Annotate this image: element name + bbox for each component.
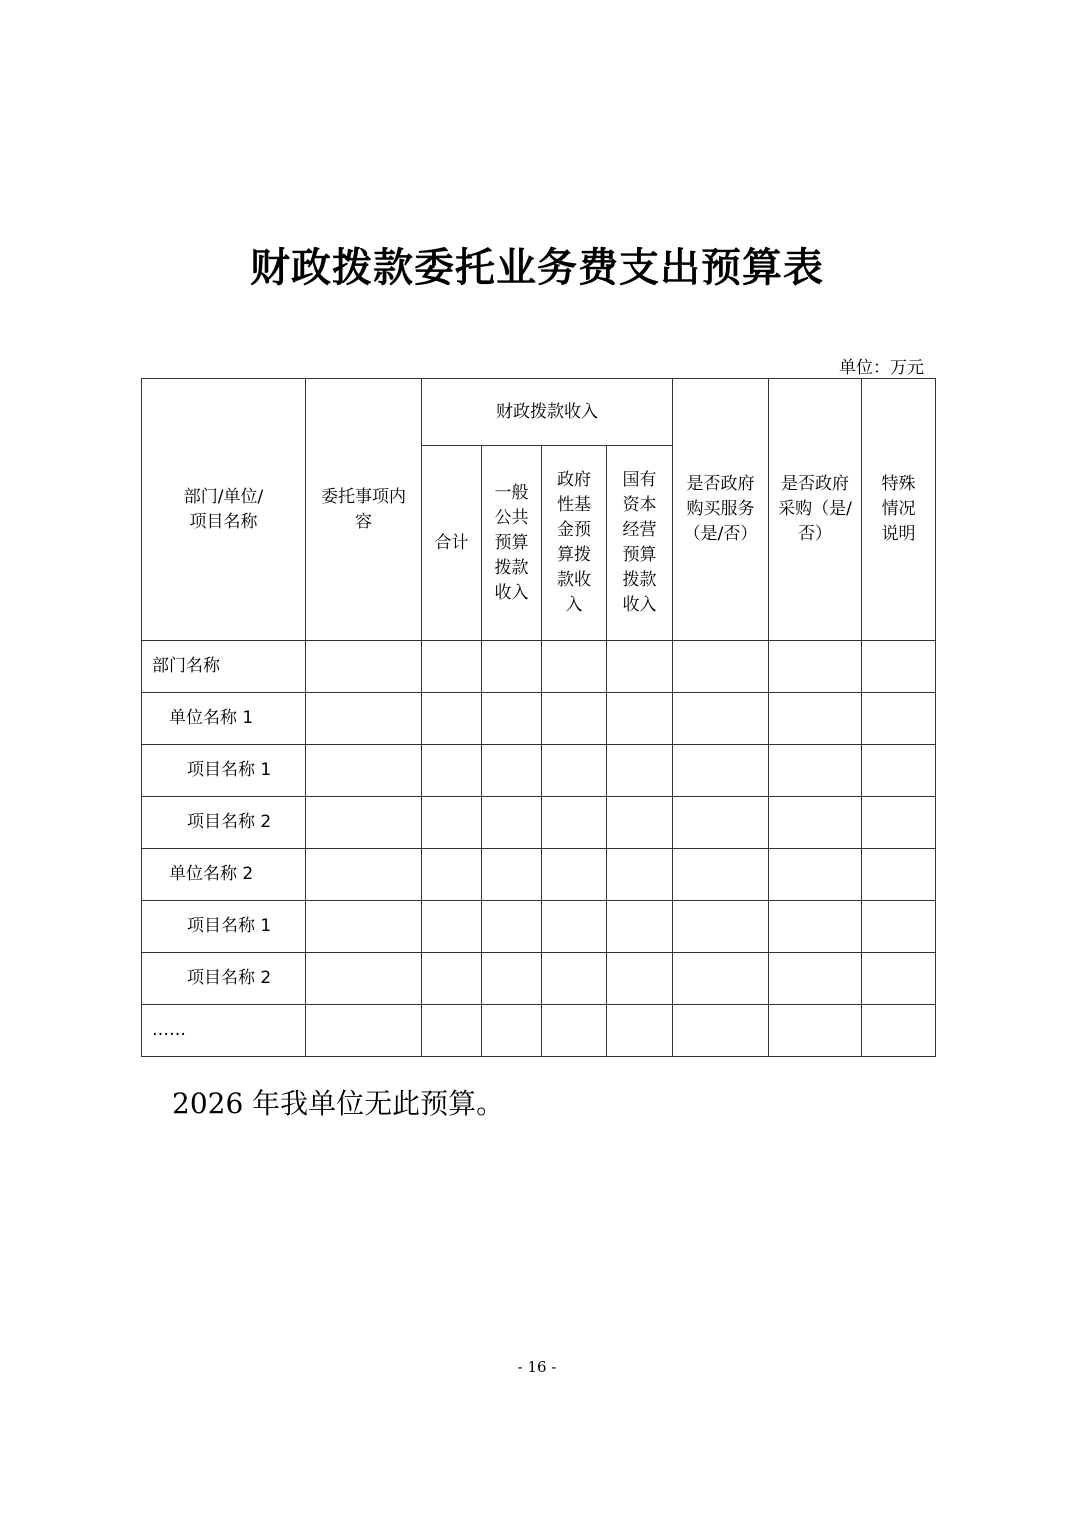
empty-cell	[422, 953, 482, 1005]
row-name: 项目名称 1	[142, 745, 306, 797]
empty-cell	[673, 797, 769, 849]
empty-cell	[607, 849, 673, 901]
header-row-1	[142, 379, 936, 446]
empty-cell	[862, 849, 936, 901]
empty-cell	[769, 641, 862, 693]
empty-cell	[673, 953, 769, 1005]
no-budget-note: 2026 年我单位无此预算。	[172, 1087, 505, 1120]
empty-cell	[542, 953, 607, 1005]
empty-cell	[607, 797, 673, 849]
empty-cell	[422, 901, 482, 953]
empty-cell	[542, 849, 607, 901]
empty-cell	[542, 693, 607, 745]
row-name: 项目名称 1	[142, 901, 306, 953]
header-general-budget: 一般 公共 预算 拨款 收入	[482, 446, 542, 641]
table-row	[142, 693, 936, 745]
empty-cell	[542, 797, 607, 849]
empty-cell	[422, 849, 482, 901]
header-dept: 部门/单位/ 项目名称	[142, 379, 306, 641]
empty-cell	[769, 953, 862, 1005]
row-name: ……	[142, 1005, 306, 1057]
empty-cell	[607, 641, 673, 693]
empty-cell	[607, 953, 673, 1005]
empty-cell	[673, 1005, 769, 1057]
empty-cell	[769, 797, 862, 849]
row-name: 单位名称 1	[142, 693, 306, 745]
table-row	[142, 1005, 936, 1057]
empty-cell	[422, 693, 482, 745]
empty-cell	[422, 641, 482, 693]
table-row	[142, 797, 936, 849]
empty-cell	[542, 641, 607, 693]
empty-cell	[607, 745, 673, 797]
empty-cell	[482, 953, 542, 1005]
empty-cell	[482, 849, 542, 901]
table-row	[142, 849, 936, 901]
empty-cell	[306, 901, 422, 953]
empty-cell	[482, 797, 542, 849]
header-fund-budget: 政府 性基 金预 算拨 款收 入	[542, 446, 607, 641]
empty-cell	[769, 693, 862, 745]
empty-cell	[542, 745, 607, 797]
empty-cell	[862, 693, 936, 745]
empty-cell	[607, 693, 673, 745]
empty-cell	[482, 745, 542, 797]
table-row	[142, 901, 936, 953]
table-body	[142, 641, 936, 1057]
row-name: 单位名称 2	[142, 849, 306, 901]
header-content: 委托事项内 容	[306, 379, 422, 641]
row-name: 项目名称 2	[142, 953, 306, 1005]
empty-cell	[862, 953, 936, 1005]
empty-cell	[306, 693, 422, 745]
empty-cell	[306, 745, 422, 797]
empty-cell	[482, 901, 542, 953]
table-row	[142, 641, 936, 693]
empty-cell	[769, 901, 862, 953]
empty-cell	[673, 693, 769, 745]
empty-cell	[862, 745, 936, 797]
empty-cell	[862, 797, 936, 849]
header-gov-purchase-service: 是否政府 购买服务 （是/否）	[673, 379, 769, 641]
empty-cell	[862, 1005, 936, 1057]
empty-cell	[769, 849, 862, 901]
empty-cell	[306, 849, 422, 901]
table-row	[142, 953, 936, 1005]
budget-table	[141, 378, 936, 1057]
empty-cell	[673, 641, 769, 693]
page-number: - 16 -	[517, 1358, 557, 1376]
page-title: 财政拨款委托业务费支出预算表	[250, 244, 824, 291]
empty-cell	[542, 1005, 607, 1057]
empty-cell	[862, 641, 936, 693]
empty-cell	[422, 797, 482, 849]
empty-cell	[306, 797, 422, 849]
empty-cell	[306, 1005, 422, 1057]
empty-cell	[607, 901, 673, 953]
empty-cell	[862, 901, 936, 953]
empty-cell	[769, 745, 862, 797]
header-gov-procurement: 是否政府 采购（是/ 否）	[769, 379, 862, 641]
empty-cell	[673, 849, 769, 901]
empty-cell	[673, 901, 769, 953]
empty-cell	[673, 745, 769, 797]
header-special-note: 特殊 情况 说明	[862, 379, 936, 641]
empty-cell	[607, 1005, 673, 1057]
empty-cell	[306, 641, 422, 693]
empty-cell	[482, 641, 542, 693]
header-income-group: 财政拨款收入	[422, 379, 673, 446]
empty-cell	[422, 1005, 482, 1057]
empty-cell	[422, 745, 482, 797]
empty-cell	[482, 693, 542, 745]
empty-cell	[482, 1005, 542, 1057]
empty-cell	[542, 901, 607, 953]
unit-label: 单位：万元	[839, 358, 924, 378]
header-total: 合计	[422, 446, 482, 641]
table-row	[142, 745, 936, 797]
empty-cell	[769, 1005, 862, 1057]
row-name: 项目名称 2	[142, 797, 306, 849]
row-name: 部门名称	[142, 641, 306, 693]
header-state-capital-budget: 国有 资本 经营 预算 拨款 收入	[607, 446, 673, 641]
empty-cell	[306, 953, 422, 1005]
